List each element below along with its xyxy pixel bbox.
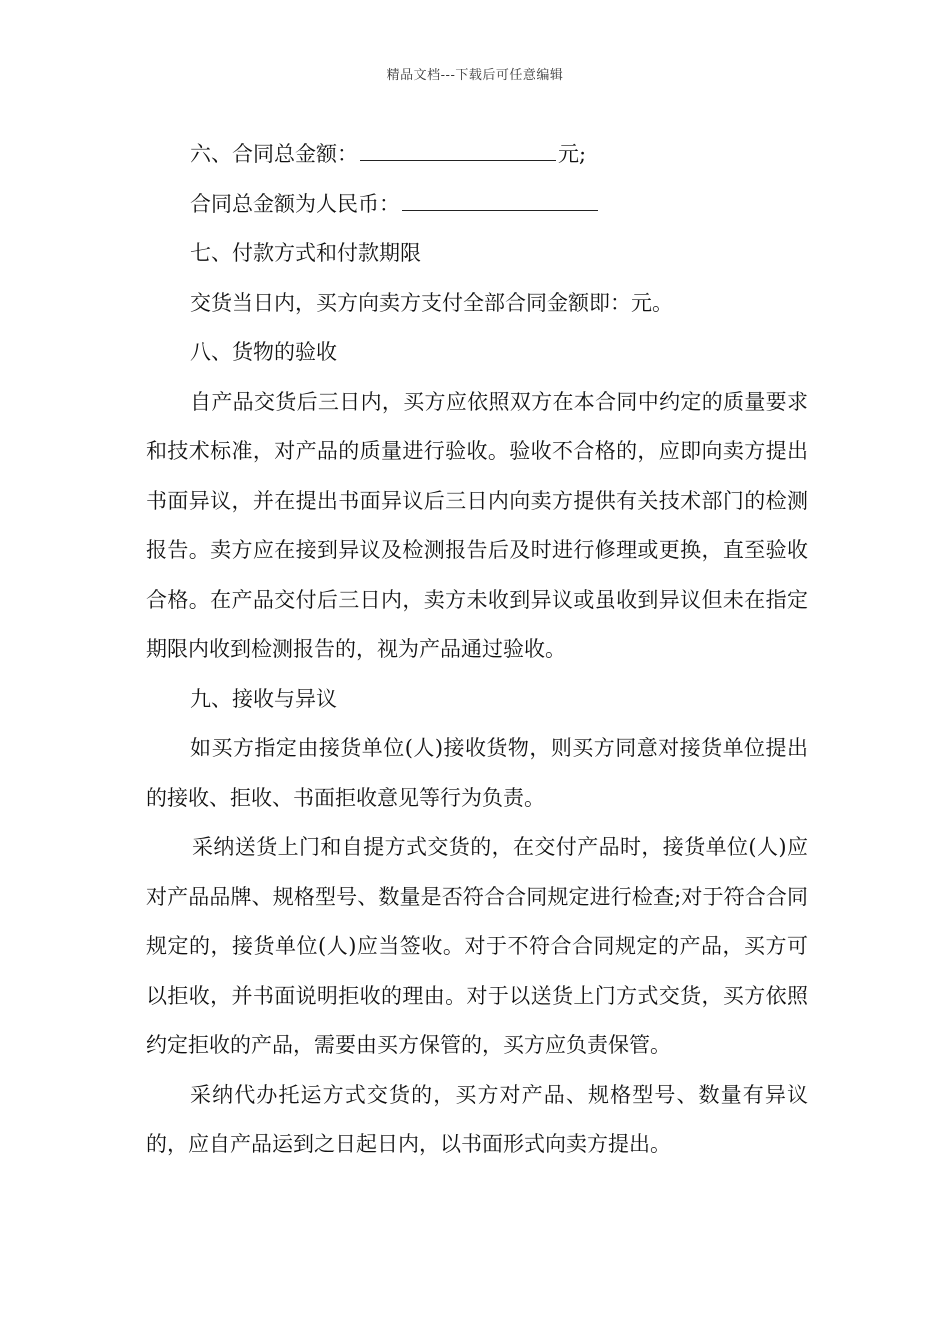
total-amount-unit: 元; (558, 142, 587, 166)
total-amount-rmb-line (146, 180, 808, 230)
total-amount-rmb-label: 合同总金额为人民币： (190, 191, 400, 216)
total-amount-label: 六、合同总金额： (190, 142, 358, 166)
total-amount-rmb-blank (402, 190, 598, 211)
section-7-body: 交货当日内，买方向卖方支付全部合同金额即：元。 (190, 290, 673, 315)
document-body (146, 130, 808, 1170)
page-header: 精品文档---下载后可任意编辑 (386, 68, 564, 83)
section-9-para-1: 如买方指定由接货单位(人)接收货物，则买方同意对接货单位提出的接收、拒收、书面拒收意见等行为负责。 (146, 736, 808, 810)
section-9-heading: 九、接收与异议 (190, 686, 337, 711)
section-7-heading: 七、付款方式和付款期限 (190, 241, 421, 265)
section-9-para-3: 采纳代办托运方式交货的，买方对产品、规格型号、数量有异议的，应自产品运到之日起日内，以书面形式向卖方提出。 (146, 1082, 808, 1156)
section-8-heading: 八、货物的验收 (190, 340, 337, 364)
total-amount-blank (360, 140, 556, 161)
section-8-body: 自产品交货后三日内，买方应依照双方在本合同中约定的质量要求和技术标准，对产品的质量进行验收。验收不合格的，应即向卖方提出书面异议，并在提出书面异议后三日内向卖方提供有关技术部门的检测报告。卖方应在接到异议及检测报告后及时进行修理或更换，直至验收合格。在产品交付后三日内，卖方未收到异议或虽收到异议但未在指定期限内收到检测报告的，视为产品通过验收。 (146, 389, 808, 661)
total-amount-line (146, 130, 808, 180)
section-9-para-2: 采纳送货上门和自提方式交货的，在交付产品时，接货单位(人)应对产品品牌、规格型号、数量是否符合合同规定进行检查;对于符合合同规定的，接货单位(人)应当签收。对于不符合合同规定的产品，买方可以拒收，并书面说明拒收的理由。对于以送货上门方式交货，买方依照约定拒收的产品，需要由买方保管的，买方应负责保管。 (146, 835, 808, 1057)
